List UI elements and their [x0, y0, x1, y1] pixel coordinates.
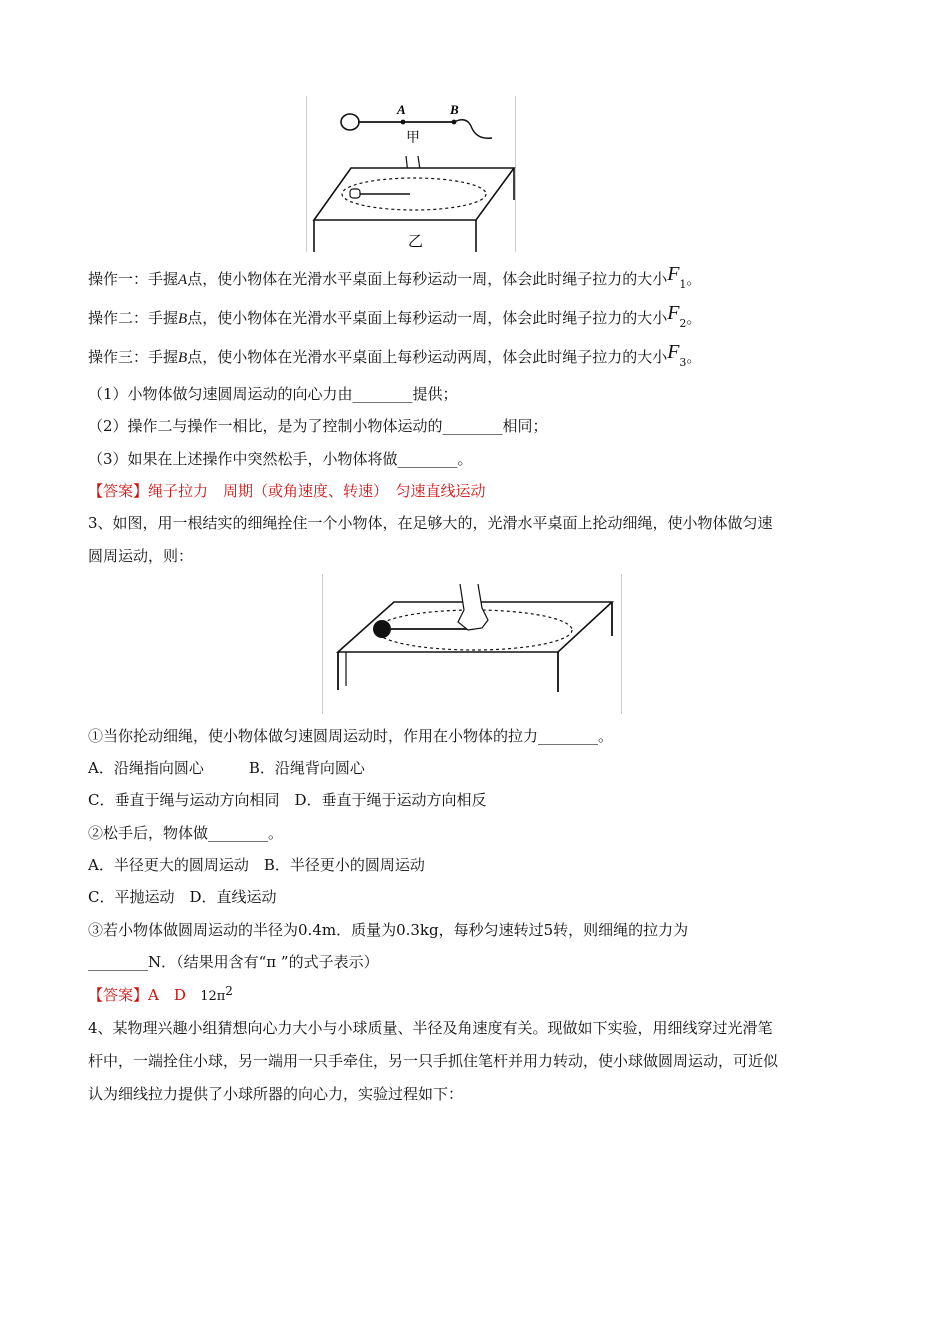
sub-question-1: ①当你抡动细绳，使小物体做匀速圆周运动时，作用在小物体的拉力________。 — [88, 727, 614, 745]
op1-end: 。 — [686, 270, 702, 288]
sub-question-1-options-cd: C．垂直于绳与运动方向相同 D．垂直于绳于运动方向相反 — [88, 791, 487, 809]
sub-question-2-options-ab: A．半径更大的圆周运动 B．半径更小的圆周运动 — [88, 856, 425, 874]
answer-3-sup: 2 — [225, 984, 233, 998]
label-b: B — [450, 102, 459, 117]
op3-point: B — [178, 350, 188, 366]
problem-4-line-3: 认为细线拉力提供了小球所器的向心力，实验过程如下： — [88, 1085, 464, 1103]
sub-question-3: ③若小物体做圆周运动的半径为0.4m．质量为0.3kg，每秒匀速转过5转，则细绳的拉力为 — [88, 921, 689, 939]
operation-3 — [88, 341, 702, 369]
op2-F: F — [667, 302, 680, 324]
label-yi: 乙 — [408, 232, 424, 250]
op3-post: 点，使小物体在光滑水平桌面上每秒运动两周，体会此时绳子拉力的大小 — [187, 348, 668, 366]
op3-pre: 操作三：手握 — [88, 348, 179, 366]
op1-point: A — [178, 272, 188, 288]
op2-end: 。 — [686, 309, 702, 327]
op1-pre: 操作一：手握 — [88, 270, 179, 288]
op3-end: 。 — [686, 348, 702, 366]
label-a: A — [397, 102, 406, 117]
problem-4-line-2: 杆中，一端拴住小球，另一端用一只手牵住，另一只手抓住笔杆并用力转动，使小球做圆周运动，可近似 — [88, 1052, 779, 1070]
answer-3-math: 12π — [200, 989, 226, 1004]
op1-F-sub: 1 — [679, 278, 687, 291]
op1-post: 点，使小物体在光滑水平桌面上每秒运动一周，体会此时绳子拉力的大小 — [187, 270, 668, 288]
figure-rope-table — [306, 96, 516, 252]
figure-table-ball — [322, 574, 622, 714]
question-1: （1）小物体做匀速圆周运动的向心力由________提供； — [88, 385, 458, 403]
problem-3-line-1: 3、如图，用一根结实的细绳拴住一个小物体，在足够大的，光滑水平桌面上抡动细绳，使小物体做匀速 — [88, 514, 773, 532]
question-3: （3）如果在上述操作中突然松手，小物体将做________。 — [88, 450, 473, 468]
operation-1 — [88, 263, 702, 291]
problem-4-line-1: 4、某物理兴趣小组猜想向心力大小与小球质量、半径及角速度有关。现做如下实验，用细线穿过光滑笔 — [88, 1019, 773, 1037]
answer-2: 【答案】绳子拉力 周期（或角速度、转速） 匀速直线运动 — [88, 482, 486, 500]
problem-3-line-2: 圆周运动，则： — [88, 547, 194, 565]
op2-pre: 操作二：手握 — [88, 309, 179, 327]
sub-question-2: ②松手后，物体做________。 — [88, 824, 284, 842]
label-jia: 甲 — [406, 130, 420, 146]
sub-question-3-line-2: ________N．（结果用含有“π ”的式子表示） — [88, 953, 379, 971]
op1-F: F — [667, 263, 680, 285]
question-2: （2）操作二与操作一相比，是为了控制小物体运动的________相同； — [88, 417, 548, 435]
sub-question-2-options-cd: C．平抛运动 D．直线运动 — [88, 888, 277, 906]
op3-F-sub: 3 — [679, 356, 687, 369]
op2-point: B — [178, 311, 188, 327]
op3-F: F — [667, 341, 680, 363]
sub-question-1-options-ab: A．沿绳指向圆心 B．沿绳背向圆心 — [88, 759, 365, 777]
answer-3 — [88, 985, 233, 1007]
op2-post: 点，使小物体在光滑水平桌面上每秒运动一周，体会此时绳子拉力的大小 — [187, 309, 668, 327]
answer-3-label: 【答案】A D — [88, 986, 186, 1004]
op2-F-sub: 2 — [679, 317, 687, 330]
operation-2 — [88, 302, 702, 330]
